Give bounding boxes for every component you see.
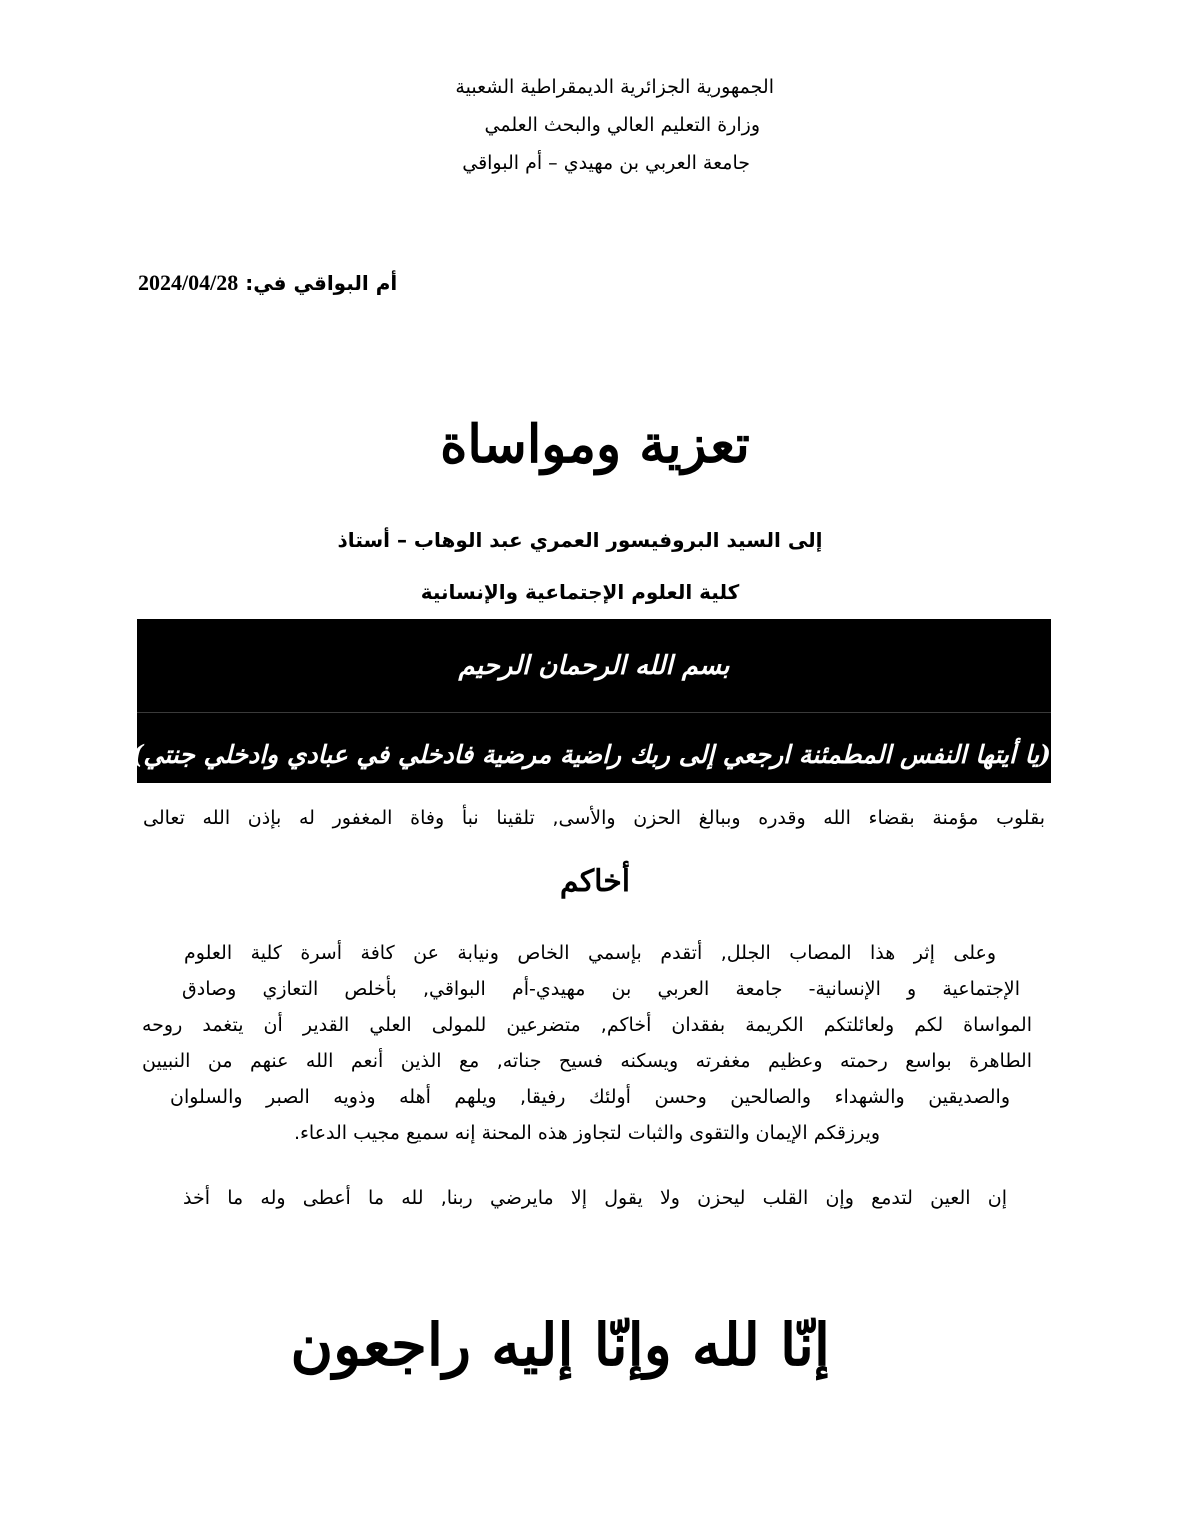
paragraph-line: والصديقين والشهداء والصالحين وحسن أولئك رفيقا, ويلهم أهله وذويه الصبر والسلوان xyxy=(170,1086,1010,1108)
quran-divider xyxy=(137,712,1051,713)
paragraph-line: الإجتماعية و الإنسانية- جامعة العربي بن مهيدي-أم البواقي, بأخلص التعازي وصادق xyxy=(182,978,1020,1000)
intro-sentence: بقلوب مؤمنة بقضاء الله وقدره وببالغ الحزن والأسى, تلقينا نبأ وفاة المغفور له بإذن الله تعالى xyxy=(143,807,1045,829)
quran-verse: (يا أيتها النفس المطمئنة ارجعي إلى ربك راضية مرضية فادخلي في عبادي وادخلي جنتي) xyxy=(131,740,1051,769)
date-line xyxy=(138,266,400,300)
paragraph-line: المواساة لكم ولعائلتكم الكريمة بفقدان أخاكم, متضرعين للمولى العلي القدير أن يتغمد روحه xyxy=(142,1014,1032,1036)
date-label: أم البواقي في: xyxy=(245,271,398,295)
country-name: الجمهورية الجزائرية الديمقراطية الشعبية xyxy=(455,76,774,98)
recipient-faculty: كلية العلوم الإجتماعية والإنسانية xyxy=(420,580,740,604)
recipient-block xyxy=(300,514,860,618)
paragraph-line: ويرزقكم الإيمان والتقوى والثبات لتجاوز هذه المحنة إنه سميع مجيب الدعاء. xyxy=(293,1122,881,1144)
deceased-name: أخاكم xyxy=(559,864,631,899)
letter-title: تعزية ومواساة xyxy=(440,414,750,475)
quran-verse-box xyxy=(131,619,1051,783)
closing-sentence: إن العين لتدمع وإن القلب ليحزن ولا يقول إلا مايرضي ربنا, لله ما أعطى وله ما أخذ xyxy=(183,1187,1007,1209)
paragraph-line: الطاهرة بواسع رحمته وعظيم مغفرته ويسكنه فسيح جناته, مع الذين أنعم الله عنهم من النبيين xyxy=(142,1050,1032,1072)
date-value: 2024/04/28 xyxy=(138,270,239,295)
final-phrase: إنّا لله وإنّا إليه راجعون xyxy=(290,1311,830,1379)
condolence-paragraph xyxy=(142,935,1032,1151)
letterhead xyxy=(300,68,774,182)
paragraph-line: وعلى إثر هذا المصاب الجلل, أتقدم بإسمي الخاص ونيابة عن كافة أسرة كلية العلوم xyxy=(184,942,996,964)
university-name: جامعة العربي بن مهيدي – أم البواقي xyxy=(462,152,750,174)
ministry-name: وزارة التعليم العالي والبحث العلمي xyxy=(484,114,760,136)
basmala: بسم الله الرحمان الرحيم xyxy=(458,651,730,681)
recipient-name: إلى السيد البروفيسور العمري عبد الوهاب – أستاذ xyxy=(337,528,823,552)
